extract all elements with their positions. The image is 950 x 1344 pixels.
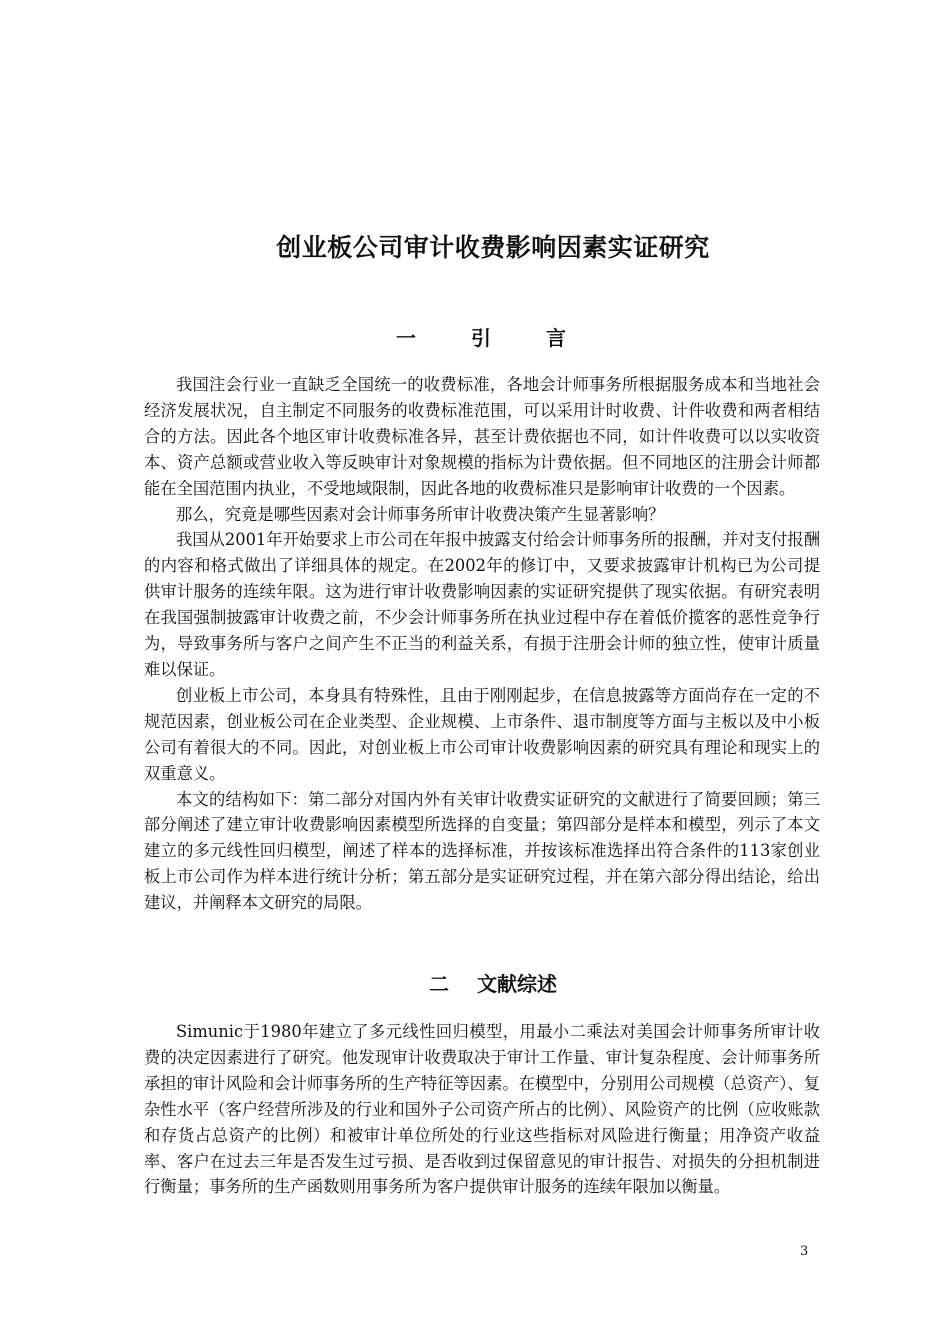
paragraph: Simunic于1980年建立了多元线性回归模型，用最小二乘法对美国会计师事务所审计收费的决定因素进行了研究。他发现审计收费取决于审计工作量、审计复杂程度、会计师事务所承担的审计风险和会计师事务所的生产特征等因素。在模型中，分别用公司规模（总资产）、复杂性水平（客户经营所涉及的行业和国外子公司资产所占的比例）、风险资产的比例（应收账款和存货占总资产的比例）和被审计单位所处的行业这些指标对风险进行衡量；用净资产收益率、客户在过去三年是否发生过亏损、是否收到过保留意见的审计报告、对损失的分担机制进行衡量；事务所的生产函数则用事务所为客户提供审计服务的连续年限加以衡量。 — [144, 1022, 820, 1197]
section-literature-review — [144, 1019, 820, 1200]
section-heading-text: 文献综述 — [477, 972, 557, 996]
section-heading-number: 二 — [429, 972, 449, 996]
section-heading-literature-review — [0, 968, 950, 1000]
paragraph: 本文的结构如下：第二部分对国内外有关审计收费实证研究的文献进行了简要回顾；第三部分阐述了建立审计收费影响因素模型所选择的自变量；第四部分是样本和模型，列示了本文建立的多元线性回归模型，阐述了样本的选择标准，并按该标准选择出符合条件的113家创业板上市公司作为样本进行统计分析；第五部分是实证研究过程，并在第六部分得出结论，给出建议，并阐释本文研究的局限。 — [144, 789, 820, 913]
document-title: 创业板公司审计收费影响因素实证研究 — [276, 233, 710, 262]
paragraph: 创业板上市公司，本身具有特殊性，且由于刚刚起步，在信息披露等方面尚存在一定的不规范因素，创业板公司在企业类型、企业规模、上市条件、退市制度等方面与主板以及中小板公司有着很大的不同。因此，对创业板上市公司审计收费影响因素的研究具有理论和现实上的双重意义。 — [144, 685, 820, 783]
paragraph: 我国从2001年开始要求上市公司在年报中披露支付给会计师事务所的报酬，并对支付报酬的内容和格式做出了详细具体的规定。在2002年的修订中，又要求披露审计机构已为公司提供审计服务的连续年限。这为进行审计收费影响因素的实证研究提供了现实依据。有研究表明在我国强制披露审计收费之前，不少会计师事务所在执业过程中存在着低价揽客的恶性竞争行为，导致事务所与客户之间产生不正当的利益关系，有损于注册会计师的独立性，使审计质量难以保证。 — [144, 530, 820, 679]
section-introduction — [144, 372, 820, 916]
paragraph: 我国注会行业一直缺乏全国统一的收费标准，各地会计师事务所根据服务成本和当地社会经济发展状况，自主制定不同服务的收费标准范围，可以采用计时收费、计件收费和两者相结合的方法。因此各个地区审计收费标准各异，甚至计费依据也不同，如计件收费可以以实收资本、资产总额或营业收入等反映审计对象规模的指标为计费依据。但不同地区的注册会计师都能在全国范围内执业，不受地域限制，因此各地的收费标准只是影响审计收费的一个因素。 — [144, 375, 820, 498]
paragraph: 那么，究竟是哪些因素对会计师事务所审计收费决策产生显著影响？ — [176, 504, 665, 524]
section-heading-introduction: 一 引 言 — [396, 326, 590, 350]
page-number: 3 — [800, 1244, 809, 1259]
